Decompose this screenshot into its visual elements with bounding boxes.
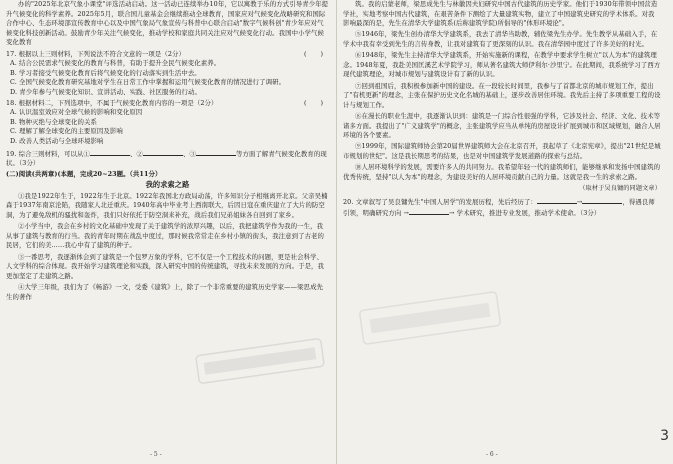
article-paragraph: ⑩人居环境科学的发展，需要许多人的共同努力。我希望年轻一代的建筑师们，能够继承和发扬中国建筑的优秀传统，坚持"以人为本"的理念，为建设美好的人居环境贡献自己的力量。这就是我一生的求索之路。 bbox=[343, 163, 661, 181]
article-paragraph: ⑨1999年，国际建筑师协会第20届世界建筑师大会在北京召开，我起草了《北京宪章》，提出"21世纪是城市规划的世纪"。这是我长期思考的结果，也是对中国建筑学发展道路的探索与总结。 bbox=[343, 142, 661, 160]
question-18 bbox=[6, 99, 329, 147]
q20-stem-d: → 学术研究，推进专业发展，推动学术使命。（3分） bbox=[449, 209, 601, 218]
article-paragraph: 筑。我的启蒙老师，梁思成先生与林徽因夫妇研究中国古代建筑的历史学家。他们于1930年带领中国营造学社，实地考察中国古代建筑，在艰苦条件下测绘了大量建筑实物，建立了中国建筑史研究的学术体系。对我影响最深的是，先生在清华大学建筑系(后称建筑学院)所倡导的"体形环境论"。 bbox=[343, 0, 658, 28]
q18-answer-paren: ( ) bbox=[303, 98, 329, 107]
article-paragraph: ⑧在漫长的职业生涯中，我逐渐认识到：建筑是一门综合性很强的学科，它涉及社会、经济、文化、技术等诸多方面。我提出了"广义建筑学"的概念，主张建筑学应当从单纯的房屋设计扩展到城市和区域规划，融合人居环境的各个要素。 bbox=[343, 111, 661, 140]
article-paragraph: ⑥1948年，梁先生主持清华大学建筑系，开始实施新的课程，在教学中要求学生树立"以人为本"的建筑理念。1948年夏，我赴美国匡溪艺术学院学习，师从著名建筑大师伊利尔·沙里宁。在此期间，我系统学习了西方现代建筑理论，对城市规划与建筑设计有了新的认识。 bbox=[343, 51, 661, 79]
q19-stem-a: 19. 综合三则材料，可以从① bbox=[6, 149, 90, 158]
page-number-right: - 6 - bbox=[486, 451, 498, 458]
q17-option-a: A. 结合公民需求气候变化的教育与科普，有助于提升全民气候变化素养。 bbox=[10, 59, 221, 68]
question-19 bbox=[6, 148, 329, 169]
q19-stem-d: 等方面了解青气候变化教育的现状。（3分） bbox=[6, 149, 327, 168]
side-page-marker: 3 bbox=[660, 428, 669, 444]
q17-answer-paren: ( ) bbox=[303, 49, 329, 58]
q17-option-c: C. 全国气候变化教育研究基地对学生在日常工作中掌握和运用气候变化教育的情况进行了调研。 bbox=[10, 78, 286, 87]
q18-stem: 18. 根据材料二，下列选项中，不属于气候变化教育内容的一项是（2分） bbox=[6, 98, 218, 107]
question-17 bbox=[6, 50, 329, 98]
q18-option-d: D. 改善人类活动与全球环境影响 bbox=[10, 136, 104, 145]
article-paragraph: ①我是1922年生于，1922年生于北京。1922年我国北方政局动荡，许多知识分子相继离开北京。父亲吴楠森于1937年南京沦陷，我随家人北迁重庆。1940年高中毕业考上西南联大，后因日寇在重庆建立了大片的防空洞，为了避免敌机的骚扰和轰炸，我们只好依托于防空洞来补充，战后我们兄弟姐妹各自回到了家乡。 bbox=[6, 191, 328, 220]
section-heading: (二)阅读(共两章)(本题，完成20~23题。（共11分） bbox=[6, 169, 162, 178]
q20-blank-3[interactable] bbox=[409, 207, 449, 215]
article-paragraph: ⑦回到祖国后，我积极参加新中国的建设。在一段较长时间里，我参与了首都北京的城市规划工作，提出了"有机更新"的理念，主张在保护历史文化名城的基础上，逐步改善居住环境。我先后主持了多项重要工程的设计与规划工作。 bbox=[343, 81, 661, 109]
article-paragraph: ②小学当中，我会在乡村的文化基础中发现了关于建筑学的浓厚兴趣，以后，我把建筑学作为我的一生，我从事了建筑与教育的行当。我的青年时期在战乱中度过，那时候我常常走在乡村小镇的街头，我注意到了古老的民居，它们的美……我心中有了建筑的种子。 bbox=[6, 222, 325, 250]
q19-stem-c: 、③ bbox=[182, 149, 196, 158]
right-column bbox=[343, 0, 661, 464]
q20-stem-b: → bbox=[576, 197, 583, 206]
q19-blank-1[interactable] bbox=[90, 148, 130, 156]
article-title: 我的求索之路 bbox=[145, 180, 190, 190]
q18-option-b: B. 物种灭绝与全球变化的关系 bbox=[10, 117, 97, 126]
article-source: （取材于吴良镛的同题文章） bbox=[579, 185, 661, 193]
q18-option-a: A. 认识温室效应对全球气候的影响和变化原因 bbox=[10, 108, 143, 117]
column-divider bbox=[336, 0, 337, 464]
q19-blank-3[interactable] bbox=[196, 148, 236, 156]
q19-blank-2[interactable] bbox=[143, 148, 183, 156]
article-paragraph: ⑤1946年，梁先生创办清华大学建筑系，我去了清华当助教，辅佐梁先生办学。先生教学从基础入手，在学术中我有幸受到先生的言传身教，让我对建筑有了更深刻的认识。我在清华园中度过了许多美好的时光。 bbox=[343, 30, 658, 48]
q20-stem-c: ，得遇良师引领，明确研究方向 → bbox=[343, 197, 655, 218]
q20-stem-a: 20. 文章叙写了吴良镛先生"中国人居学"的发展历程，先后经历了： bbox=[343, 197, 537, 206]
q19-stem-b: 、② bbox=[130, 149, 143, 158]
article-paragraph: ③一番思考，我逐渐体会到了建筑是一个包罗万象的学科，它不仅是一个工程技术的问题，更是社会科学、人文学科的综合体现。我开始学习建筑理论和实践，深入研究中国的传统建筑，寻找未来发展的方向。于是，我更加坚定了走建筑之路。 bbox=[6, 252, 325, 280]
q17-option-b: B. 学习者接受气候变化教育后将气候变化的行动落实到生活中去。 bbox=[10, 68, 201, 77]
q20-blank-2[interactable] bbox=[582, 196, 622, 204]
q17-option-d: D. 青少年参与气候变化知识、宣讲活动、实践、社区服务的行动。 bbox=[10, 87, 201, 96]
article-paragraph: ④大学三年级，我们为了《畅游》一文，受委《建筑》上，除了一个非常重要的建筑历史学家——梁思成先生的著作 bbox=[6, 283, 324, 301]
q20-blank-1[interactable] bbox=[537, 196, 577, 204]
q17-stem: 17. 根据以上三则材料，下列说法不符合文意的一项是（2分） bbox=[6, 49, 186, 58]
page-number-left: - 5 - bbox=[150, 451, 162, 458]
q18-option-c: C. 理解了解全球变化的主要原因及影响 bbox=[10, 127, 123, 136]
intro-paragraph: 办的"2025年北京气象小课堂"评选活动启动。这一活动已连续举办10年，它以寓教于乐的方式引导青少年提升气候变化的科学素养。2025年5月，联合国儿童基金会继续推动全球教育，国家应对气候变化战略研究和国际合作中心、生态环境部宣传教育中心以及中国气象局气象宣传与科普中心联合启动"数字气候科创"青少年应对气候变化科技创新活动。鼓励青少年关注气候变化，推动学校和家庭共同关注应对气候变化行动。我国中小学气候变化教育 bbox=[6, 0, 329, 47]
left-column bbox=[6, 0, 329, 464]
question-20 bbox=[343, 196, 661, 219]
